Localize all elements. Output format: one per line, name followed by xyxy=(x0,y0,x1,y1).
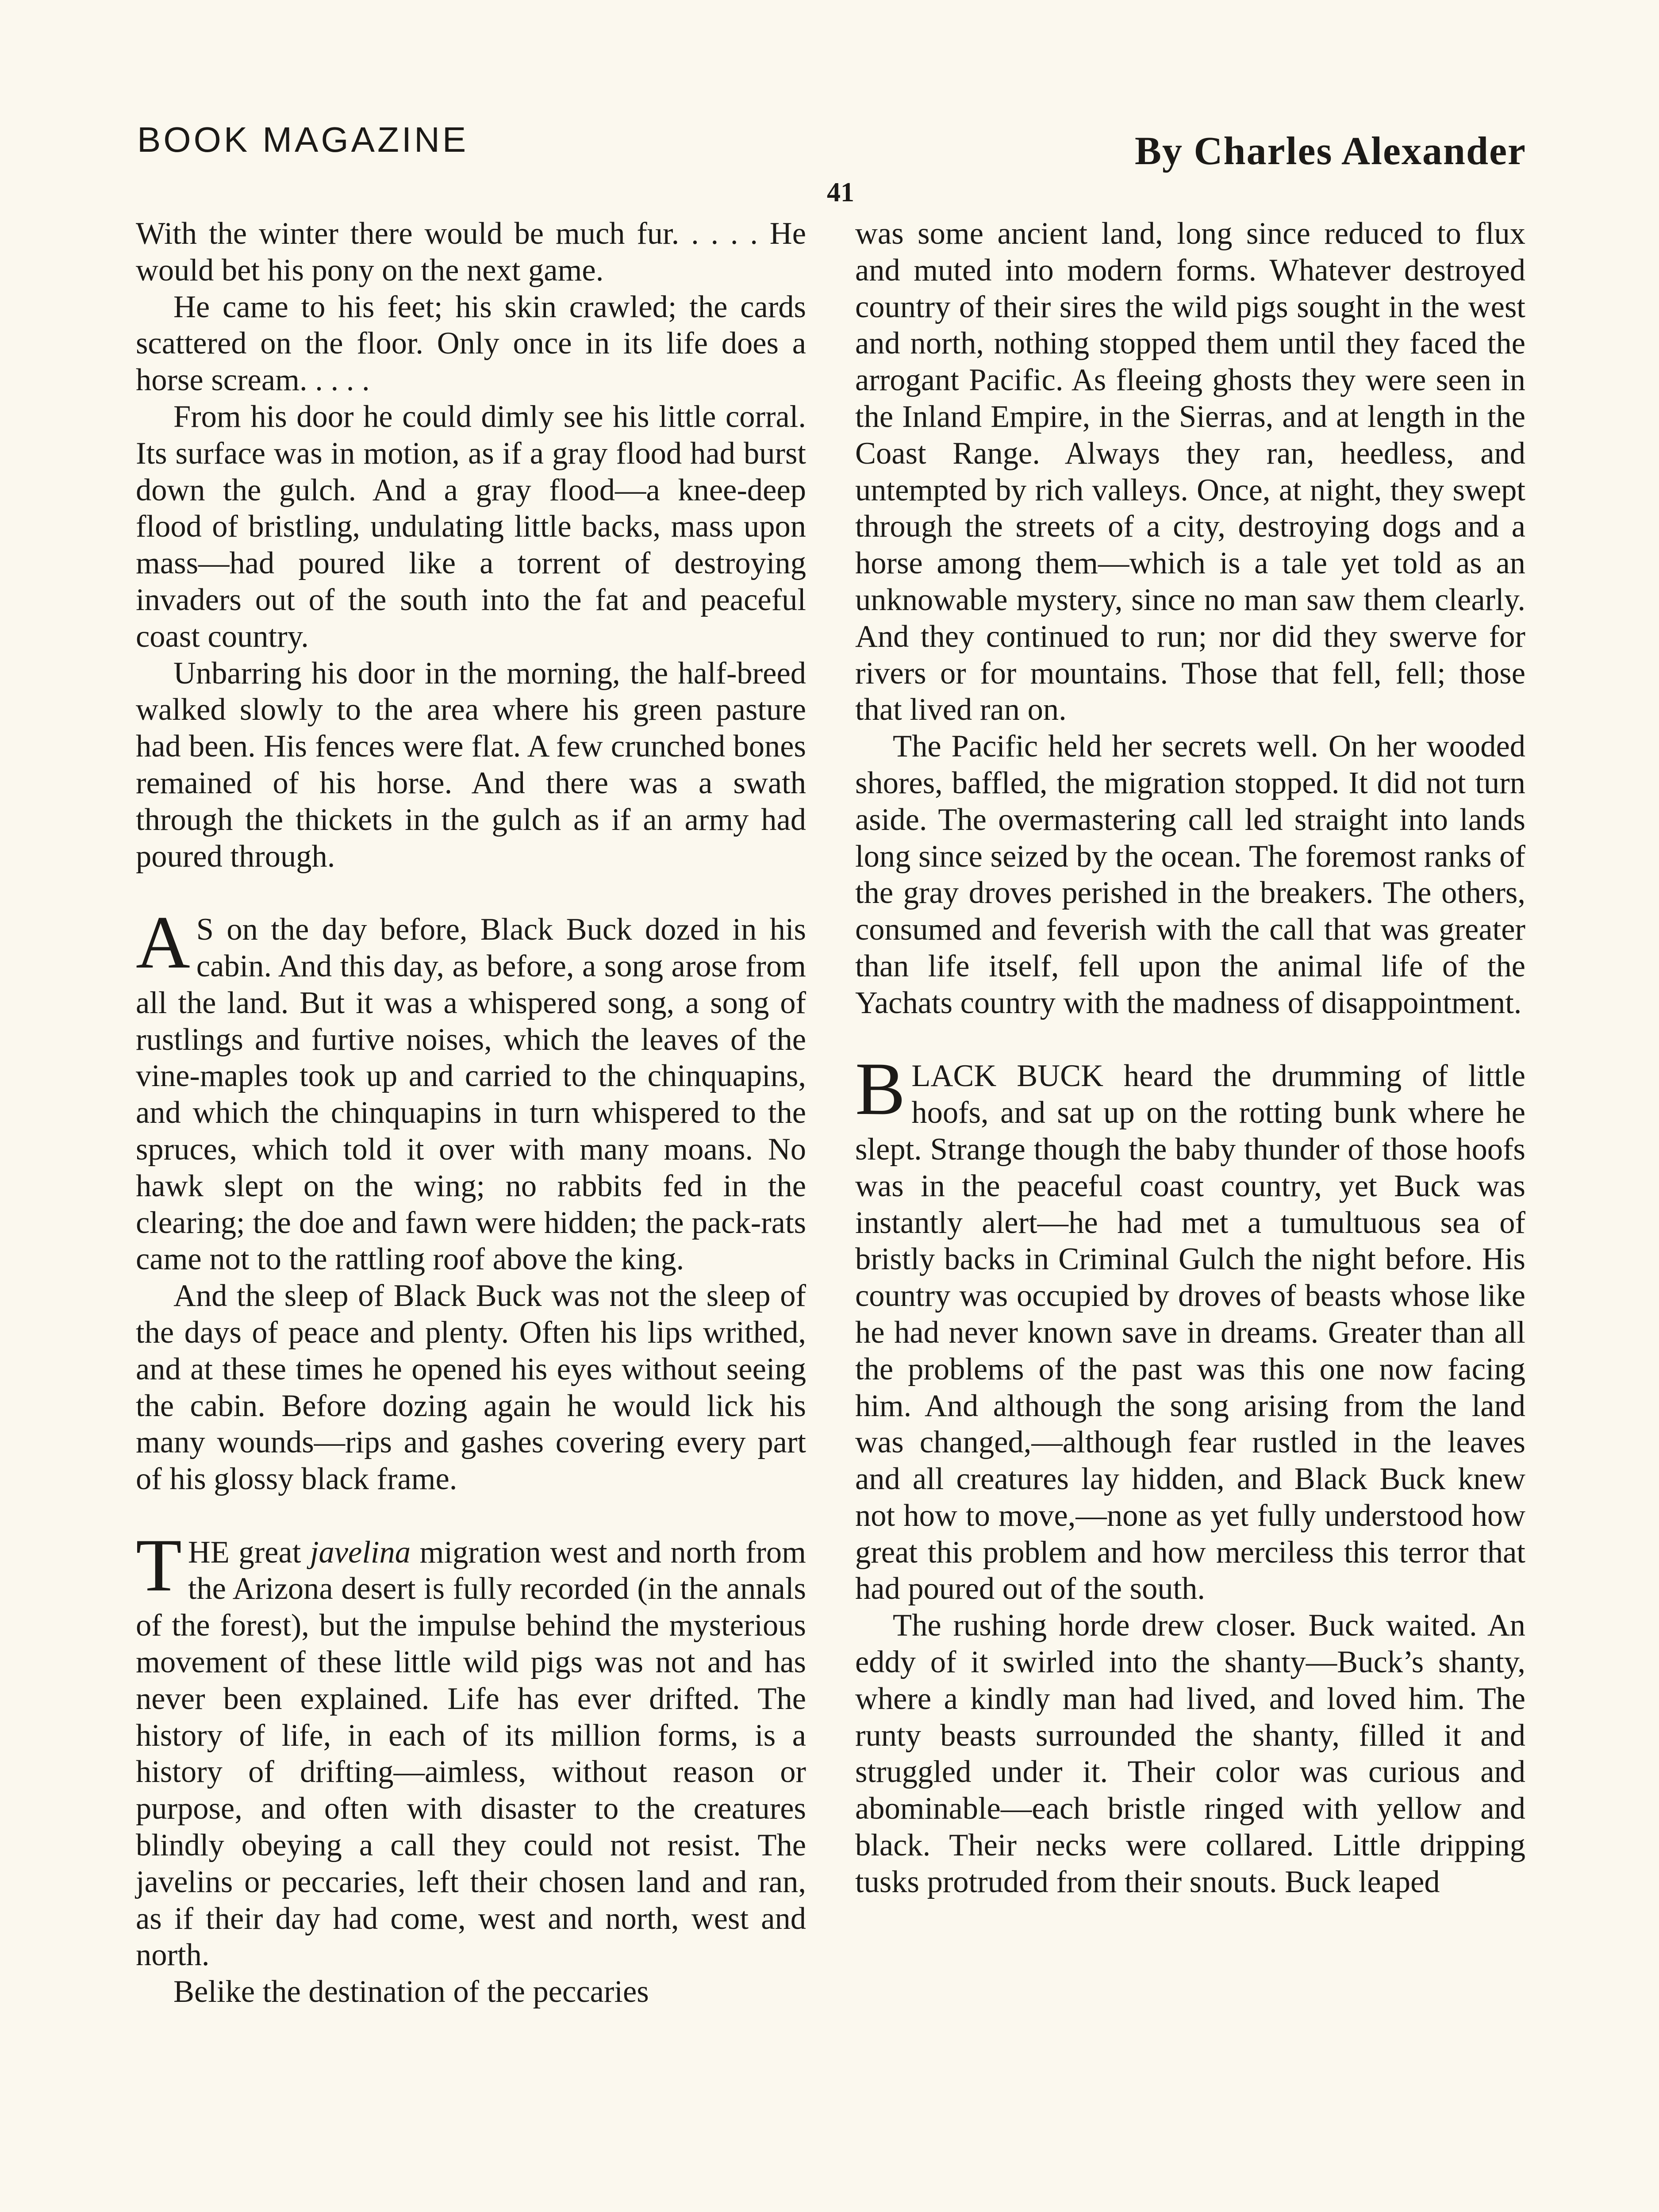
right-column xyxy=(855,215,1525,1901)
paragraph-text: S on the day before, Black Buck dozed in his cabin. And this day, as before, a song arose from all the land. But it was a whispered song, a song of rustlings and furtive noises, which the leaves of the vine-maples took up and carried to the chinquapins, and which the chinquapins in turn whispered to the spruces, which told it over with many moans. No hawk slept on the wing; no rabbits fed in the clearing; the doe and fawn were hidden; the pack-rats came not to the rattling roof above the king. xyxy=(136,912,806,1277)
paragraph: And the sleep of Black Buck was not the sleep of the days of peace and plenty. Often his lips writhed, and at these times he opened his eyes without seeing the cabin. Before dozing again he would lick his many wounds—rips and gashes covering every part of his glossy black frame. xyxy=(136,1279,806,1497)
paragraph: Belike the destination of the peccaries xyxy=(173,1974,649,2009)
drop-cap: B xyxy=(855,1047,906,1131)
section-black-buck-dozed xyxy=(136,901,806,1498)
paragraph-text: migration west and north from the Arizona desert is fully recorded (in the annals of the forest), but the impulse behind the mysterious movement of these little wild pigs was not and has never been explained. Life has ever drifted. The history of life, in each of its million forms, is a history of drifting—aimless, without reason or purpose, and often with disaster to the creatures blindly obeying a call they could not resist. The javelins or peccaries, left their chosen land and ran, as if their day had come, west and north, west and north. xyxy=(136,1535,806,1973)
section-javelina-migration xyxy=(136,1523,806,2010)
left-column xyxy=(136,215,806,2010)
paragraph: With the winter there would be much fur. . . . . He would bet his pony on the next game. xyxy=(136,216,806,288)
drop-cap: T xyxy=(136,1523,182,1607)
paragraph: He came to his feet; his skin crawled; the cards scattered on the floor. Only once in its life does a horse scream. . . . . xyxy=(136,289,806,398)
paragraph-text: HE great xyxy=(188,1535,310,1570)
page-number: 41 xyxy=(827,177,854,207)
paragraph: The rushing horde drew closer. Buck waited. An eddy of it swirled into the shanty—Buck’s shanty, where a kindly man had lived, and loved him. The runty beasts surrounded the shanty, filled it and struggled under it. Their color was curious and abominable—each bristle ringed with yellow and black. Their necks were collared. Little dripping tusks protruded from their snouts. Buck leaped xyxy=(855,1608,1525,1899)
section-black-buck-heard xyxy=(855,1047,1525,1900)
drop-cap: A xyxy=(136,901,190,984)
paragraph: From his door he could dimly see his little corral. Its surface was in motion, as if a gray flood had burst down the gulch. And a gray flood—a knee-deep flood of bristling, undulating little backs, mass upon mass—had poured like a torrent of destroying invaders out of the south into the fat and peaceful coast country. xyxy=(136,399,806,654)
paragraph xyxy=(136,901,806,1278)
paragraph xyxy=(855,1047,1525,1607)
paragraph: Unbarring his door in the morning, the half-breed walked slowly to the area where his green pasture had been. His fences were flat. A few crunched bones remained of his horse. And there was a swath through the thickets in the gulch as if an army had poured through. xyxy=(136,656,806,874)
author-byline: By Charles Alexander xyxy=(1135,129,1526,173)
italic-word: javelina xyxy=(310,1535,411,1570)
paragraph-text: LACK BUCK heard the drumming of little hoofs, and sat up on the rotting bunk where he slept. Strange though the baby thunder of those hoofs was in the peaceful coast country, yet Buck was instantly alert—he had met a tumultuous sea of bristly backs in Criminal Gulch the night before. His country was occupied by droves of beasts whose like he had never known save in dreams. Greater than all the problems of the past was this one now facing him. And although the song arising from the land was changed,—although fear rustled in the leaves and all creatures lay hidden, and Black Buck knew not how to move,—none as yet fully understood how great this problem and how merciless this terror that had poured out of the south. xyxy=(855,1059,1525,1606)
paragraph xyxy=(136,1523,806,1974)
paragraph: was some ancient land, long since reduced to flux and muted into modern forms. Whatever destroyed country of their sires the wild pigs sought in the west and north, nothing stopped them until they faced the arrogant Pacific. As fleeing ghosts they were seen in the Inland Empire, in the Sierras, and at length in the Coast Range. Always they ran, heedless, and untempted by rich valleys. Once, at night, they swept through the streets of a city, destroying dogs and a horse among them—which is a tale yet told as an unknowable mystery, since no man saw them clearly. And they continued to run; nor did they swerve for rivers or for mountains. Those that fell, fell; those that lived ran on. xyxy=(855,216,1525,727)
paragraph: The Pacific held her secrets well. On her wooded shores, baffled, the migration stopped. It did not turn aside. The overmastering call led straight into lands long since seized by the ocean. The foremost ranks of the gray droves perished in the breakers. The others, consumed and feverish with the call that was greater than life itself, fell upon the animal life of the Yachats country with the madness of disappointment. xyxy=(855,729,1525,1020)
magazine-title: BOOK MAGAZINE xyxy=(137,120,469,159)
